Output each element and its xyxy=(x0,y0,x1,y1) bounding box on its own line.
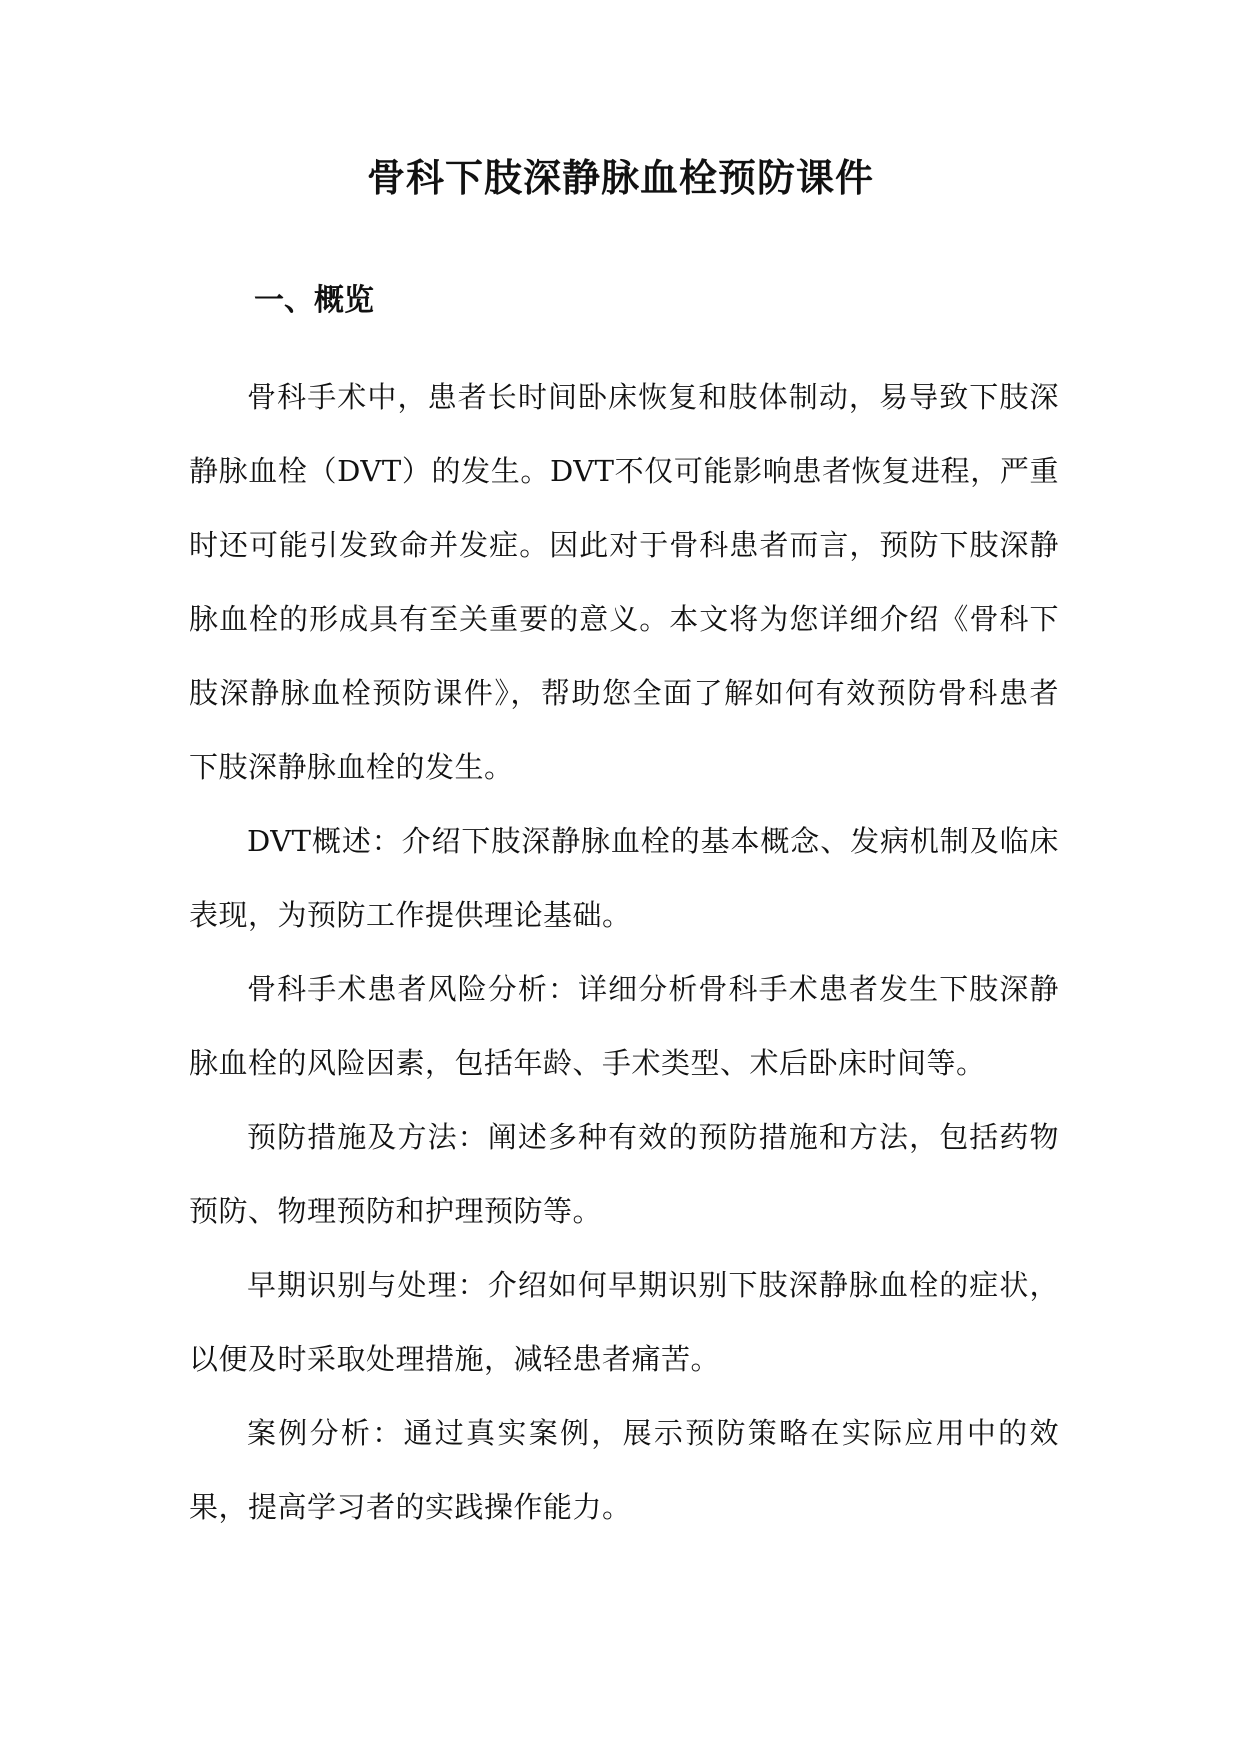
paragraph-prevention-measures: 预防措施及方法：阐述多种有效的预防措施和方法，包括药物预防、物理预防和护理预防等。 xyxy=(189,1120,1059,1228)
paragraph-dvt-overview: DVT概述：介绍下肢深静脉血栓的基本概念、发病机制及临床表现，为预防工作提供理论基础。 xyxy=(189,824,1059,932)
document-body xyxy=(189,360,1059,1544)
section-heading-overview: 一、概览 xyxy=(254,283,374,318)
paragraph-intro: 骨科手术中，患者长时间卧床恢复和肢体制动，易导致下肢深静脉血栓（DVT）的发生。DVT不仅可能影响患者恢复进程，严重时还可能引发致命并发症。因此对于骨科患者而言，预防下肢深静脉血栓的形成具有至关重要的意义。本文将为您详细介绍《骨科下肢深静脉血栓预防课件》，帮助您全面了解如何有效预防骨科患者下肢深静脉血栓的发生。 xyxy=(189,380,1059,784)
paragraph-case-analysis: 案例分析：通过真实案例，展示预防策略在实际应用中的效果，提高学习者的实践操作能力。 xyxy=(189,1416,1059,1524)
document-title: 骨科下肢深静脉血栓预防课件 xyxy=(366,156,874,200)
paragraph-early-identification: 早期识别与处理：介绍如何早期识别下肢深静脉血栓的症状，以便及时采取处理措施，减轻患者痛苦。 xyxy=(189,1268,1059,1376)
paragraph-risk-analysis: 骨科手术患者风险分析：详细分析骨科手术患者发生下肢深静脉血栓的风险因素，包括年龄、手术类型、术后卧床时间等。 xyxy=(189,972,1059,1080)
